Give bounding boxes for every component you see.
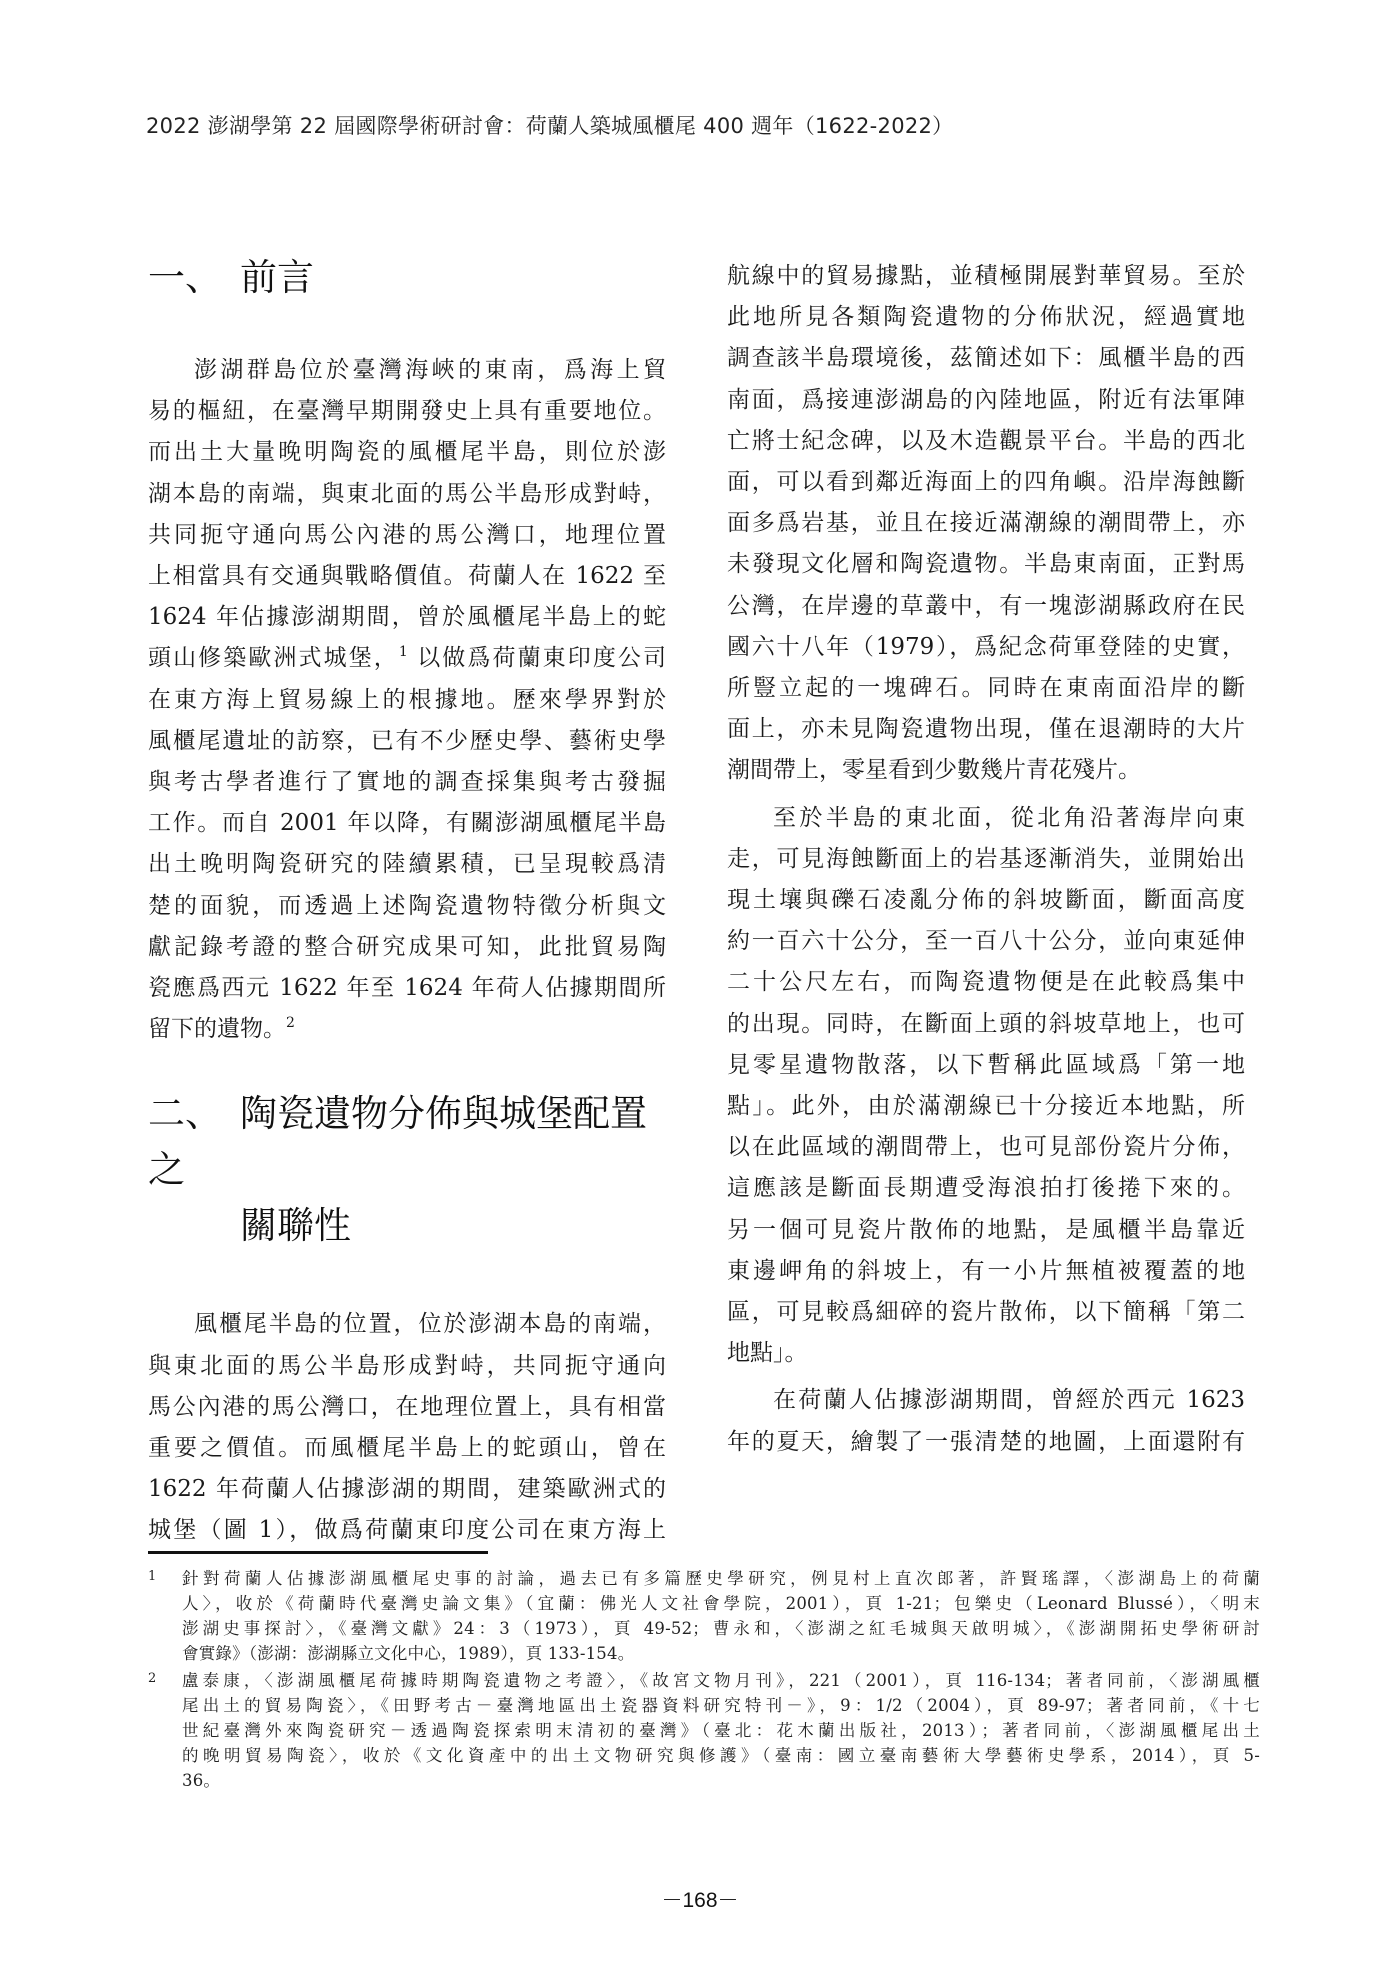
- text-line: 楚的面貌，而透過上述陶瓷遺物特徵分析與文: [148, 892, 666, 919]
- footnotes: [148, 1566, 1260, 1793]
- text-line: 調查該半島環境後，茲簡述如下：風櫃半島的西: [727, 345, 1245, 372]
- text-line-with-footnote: [148, 1009, 666, 1050]
- text-line: 此地所見各類陶瓷遺物的分佈狀況，經過實地: [727, 304, 1245, 331]
- section-1-title: 前言: [240, 256, 314, 299]
- text-segment: 以做爲荷蘭東印度公司: [407, 645, 667, 672]
- text-line: 澎湖群島位於臺灣海峽的東南，爲海上貿: [194, 357, 666, 383]
- text-segment: 留下的遺物。: [148, 1016, 286, 1043]
- text-line: 1624 年佔據澎湖期間，曾於風櫃尾半島上的蛇: [148, 604, 666, 631]
- section-2-title-line2: 關聯性: [240, 1204, 351, 1248]
- text-line: 這應該是斷面長期遭受海浪拍打後捲下來的。: [727, 1175, 1245, 1202]
- text-line: 馬公內港的馬公灣口，在地理位置上，具有相當: [148, 1393, 666, 1420]
- text-line: 南面，爲接連澎湖島的內陸地區，附近有法軍陣: [727, 386, 1245, 413]
- text-line: 未發現文化層和陶瓷遺物。半島東南面，正對馬: [727, 551, 1245, 578]
- text-line: 公灣，在岸邊的草叢中，有一塊澎湖縣政府在民: [727, 592, 1245, 619]
- text-line: 的出現。同時，在斷面上頭的斜坡草地上，也可: [727, 1010, 1245, 1037]
- text-line: 以在此區域的潮間帶上，也可見部份瓷片分佈，: [727, 1134, 1245, 1161]
- text-line: 風櫃尾半島的位置，位於澎湖本島的南端，: [194, 1311, 666, 1338]
- text-line: 在荷蘭人佔據澎湖期間，曾經於西元 1623: [773, 1387, 1245, 1414]
- footnote-line: 人〉，收於《荷蘭時代臺灣史論文集》（宜蘭：佛光人文社會學院，2001），頁 1-21；包樂史（Leonard Blussé），〈明末: [182, 1594, 1260, 1613]
- text-line: 亡將士紀念碑，以及木造觀景平台。半島的西北: [727, 427, 1245, 454]
- footnote-line: 盧泰康，〈澎湖風櫃尾荷據時期陶瓷遺物之考證〉，《故宮文物月刊》，221（2001），頁 116-134；著者同前，〈澎湖風櫃: [182, 1671, 1260, 1690]
- section-2-paragraph: [148, 1304, 666, 1551]
- map-paragraph: [727, 1380, 1245, 1462]
- intro-paragraph: [148, 350, 666, 1050]
- footnote-line: 的晚明貿易陶瓷〉，收於《文化資產中的出土文物研究與修護》（臺南：國立臺南藝術大學藝術史學系，2014），頁 5-: [182, 1746, 1260, 1765]
- footnote-number: 1: [148, 1569, 157, 1584]
- section-1-number: 一、: [148, 256, 222, 299]
- text-line: 至於半島的東北面，從北角沿著海岸向東: [773, 804, 1245, 831]
- footnote-line: 世紀臺灣外來陶瓷研究－透過陶瓷探索明末清初的臺灣》（臺北：花木蘭出版社，2013）；著者同前，〈澎湖風櫃尾出土: [182, 1721, 1260, 1740]
- text-line: 易的樞紐，在臺灣早期開發史上具有重要地位。: [148, 398, 666, 425]
- section-2-number: 二、: [148, 1092, 222, 1136]
- text-line: 點」。此外，由於滿潮線已十分接近本地點，所: [727, 1093, 1245, 1120]
- text-line: 風櫃尾遺址的訪察，已有不少歷史學、藝術史學: [148, 727, 666, 754]
- text-line: 現土壤與礫石凌亂分佈的斜坡斷面，斷面高度: [727, 887, 1245, 914]
- running-header: 2022 澎湖學第 22 屆國際學術研討會：荷蘭人築城風櫃尾 400 週年（1622-2022）: [146, 114, 954, 138]
- text-line: 瓷應爲西元 1622 年至 1624 年荷人佔據期間所: [148, 975, 666, 1002]
- right-column: [727, 256, 1245, 1463]
- text-line: 面，可以看到鄰近海面上的四角嶼。沿岸海蝕斷: [727, 469, 1245, 496]
- text-line: 所豎立起的一塊碑石。同時在東南面沿岸的斷: [727, 675, 1245, 702]
- section-2-heading: [148, 1086, 666, 1254]
- text-line: 二十公尺左右，而陶瓷遺物便是在此較爲集中: [727, 969, 1245, 996]
- footnote-line: 澎湖史事探討〉，《臺灣文獻》24：3（1973），頁 49-52；曹永和，〈澎湖之紅毛城與天啟明城〉，《澎湖開拓史學術研討: [182, 1619, 1260, 1638]
- text-line: 潮間帶上，零星看到少數幾片青花殘片。: [727, 757, 1141, 784]
- text-line: 地點」。: [727, 1340, 808, 1367]
- text-line-with-footnote: [148, 638, 666, 679]
- left-column: [148, 250, 666, 1552]
- footnote-line: 針對荷蘭人佔據澎湖風櫃尾史事的討論，過去已有多篇歷史學研究，例見村上直次郎著，許賢瑤譯，〈澎湖島上的荷蘭: [182, 1569, 1260, 1588]
- footnote-2: [148, 1668, 1260, 1793]
- text-line: 重要之價值。而風櫃尾半島上的蛇頭山，曾在: [148, 1435, 666, 1462]
- footnote-number: 2: [148, 1671, 157, 1686]
- text-line: 出土晚明陶瓷研究的陸續累積，已呈現較爲清: [148, 851, 666, 878]
- text-line: 走，可見海蝕斷面上的岩基逐漸消失，並開始出: [727, 845, 1245, 872]
- northeast-paragraph: [727, 798, 1245, 1375]
- text-line: 上相當具有交通與戰略價值。荷蘭人在 1622 至: [148, 563, 666, 590]
- text-line: 約一百六十公分，至一百八十公分，並向東延伸: [727, 928, 1245, 955]
- text-line: 而出土大量晚明陶瓷的風櫃尾半島，則位於澎: [148, 439, 666, 466]
- text-line: 國六十八年（1979），爲紀念荷軍登陸的史實，: [727, 633, 1245, 660]
- section-2-title-line1: 陶瓷遺物分佈與城堡配置之: [148, 1092, 647, 1192]
- footnote-1: [148, 1566, 1260, 1666]
- text-line: 區，可見較爲細碎的瓷片散佈，以下簡稱「第二: [727, 1299, 1245, 1326]
- text-line: 1622 年荷蘭人佔據澎湖的期間，建築歐洲式的: [148, 1476, 666, 1503]
- text-line: 城堡（圖 1），做爲荷蘭東印度公司在東方海上: [148, 1517, 666, 1544]
- text-line: 與考古學者進行了實地的調查採集與考古發掘: [148, 769, 666, 796]
- section-1-heading: [148, 250, 666, 306]
- text-line: 共同扼守通向馬公內港的馬公灣口，地理位置: [148, 521, 666, 548]
- footnote-ref-2[interactable]: 2: [286, 1015, 295, 1032]
- text-line: 見零星遺物散落，以下暫稱此區域爲「第一地: [727, 1051, 1245, 1078]
- text-line: 另一個可見瓷片散佈的地點，是風櫃半島靠近: [727, 1216, 1245, 1243]
- footnote-separator: [148, 1551, 488, 1554]
- footnote-ref-1[interactable]: 1: [398, 644, 408, 661]
- footnote-line: 36。: [182, 1771, 221, 1790]
- text-line: 年的夏天，繪製了一張清楚的地圖，上面還附有: [727, 1428, 1245, 1455]
- text-line: 獻記錄考證的整合研究成果可知，此批貿易陶: [148, 933, 666, 960]
- section-2-paragraph-continued: [727, 256, 1245, 792]
- text-line: 面多爲岩基，並且在接近滿潮線的潮間帶上，亦: [727, 510, 1245, 537]
- page-number: －168－: [661, 1889, 739, 1912]
- text-line: 東邊岬角的斜坡上，有一小片無植被覆蓋的地: [727, 1257, 1245, 1284]
- text-line: 面上，亦未見陶瓷遺物出現，僅在退潮時的大片: [727, 716, 1245, 743]
- text-line: 與東北面的馬公半島形成對峙，共同扼守通向: [148, 1352, 666, 1379]
- footnote-line: 尾出土的貿易陶瓷〉，《田野考古－臺灣地區出土瓷器資料研究特刊－》，9：1/2（2004），頁 89-97；著者同前，《十七: [182, 1696, 1260, 1715]
- text-line: 湖本島的南端，與東北面的馬公半島形成對峙，: [148, 480, 666, 507]
- text-line: 工作。而自 2001 年以降，有關澎湖風櫃尾半島: [148, 810, 666, 837]
- footnote-line: 會實錄》（澎湖：澎湖縣立文化中心，1989），頁 133-154。: [182, 1644, 635, 1663]
- text-segment: 頭山修築歐洲式城堡，: [148, 645, 399, 672]
- text-line: 在東方海上貿易線上的根據地。歷來學界對於: [148, 686, 666, 713]
- text-line: 航線中的貿易據點，並積極開展對華貿易。至於: [727, 263, 1245, 289]
